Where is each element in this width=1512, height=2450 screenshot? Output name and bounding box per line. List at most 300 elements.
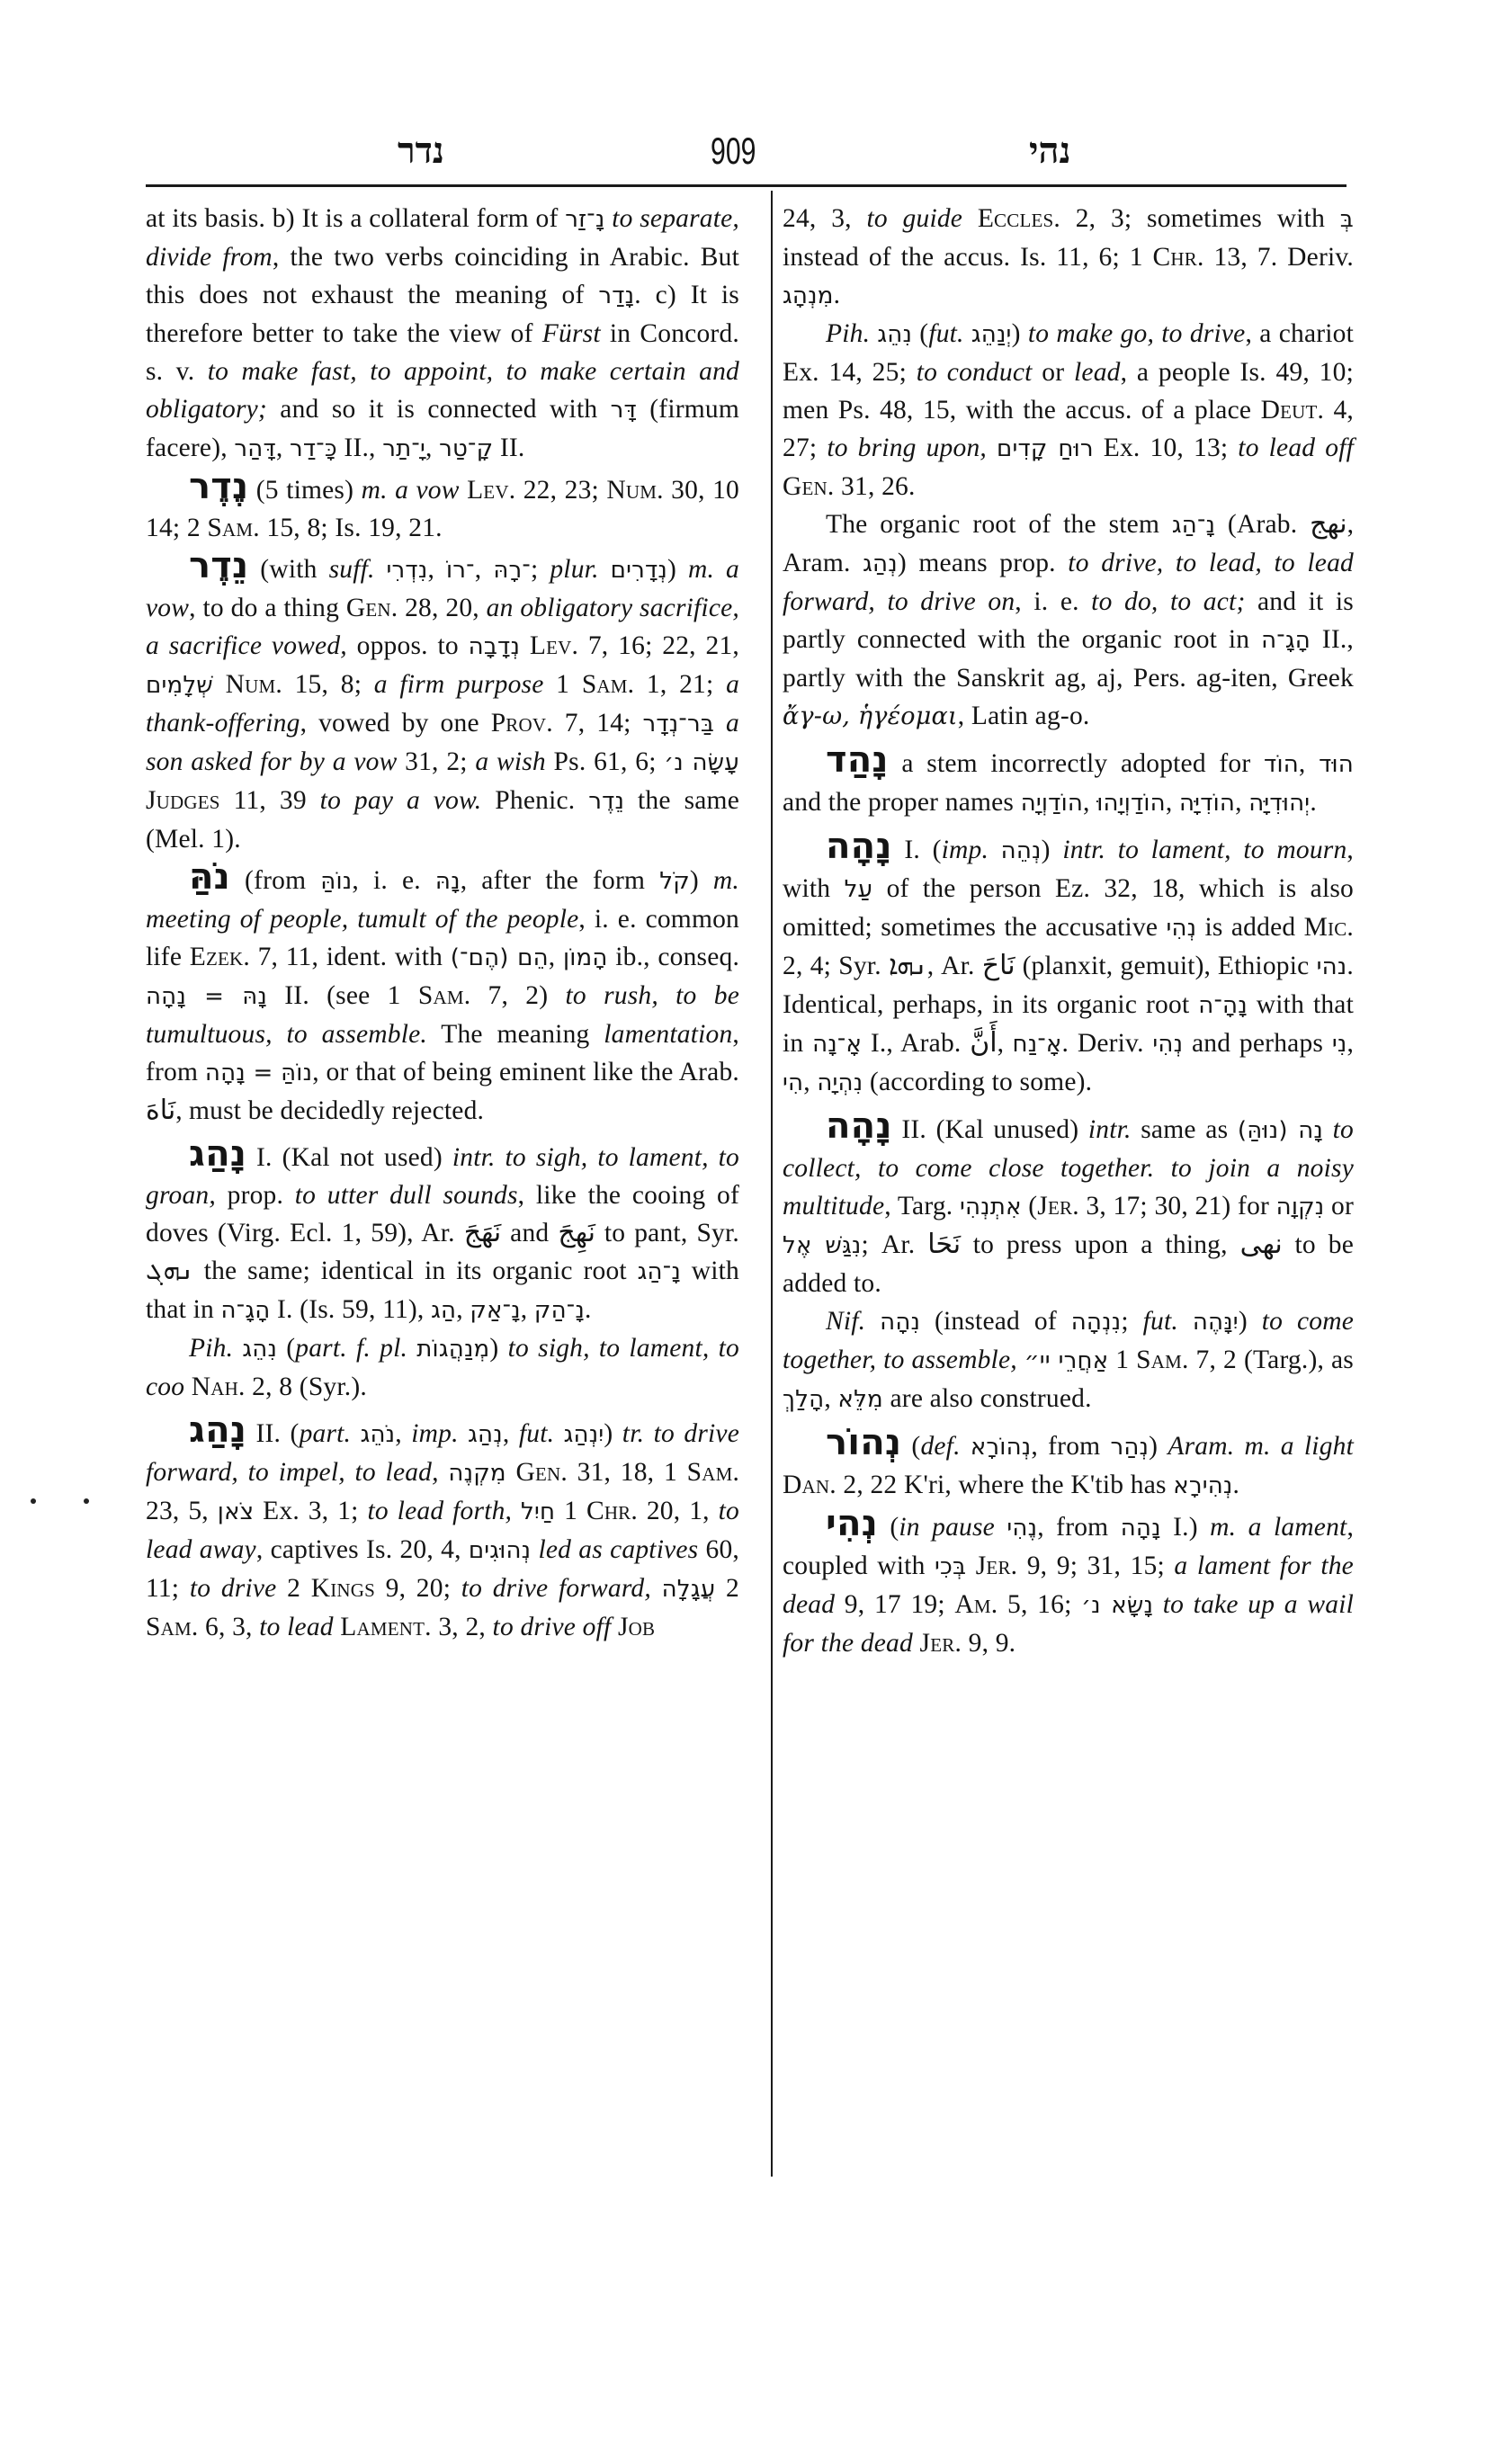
hebrew-text: אָ־נַח — [1012, 1031, 1062, 1058]
book-reference: Chr. — [586, 1497, 638, 1525]
header-rule — [146, 184, 1346, 187]
entry-text: 31, 26. — [834, 472, 916, 501]
hebrew-text: כָּ־דַר — [290, 435, 337, 462]
italic-text: plur. — [550, 555, 599, 584]
dictionary-entry — [146, 468, 739, 547]
italic-text: to conduct — [916, 358, 1033, 387]
entry-text: ; — [1121, 1307, 1143, 1336]
entry-text: , — [548, 943, 563, 971]
column-divider — [771, 191, 773, 2177]
entry-text: and — [501, 1219, 559, 1247]
hebrew-text: נְהִי — [1166, 915, 1197, 942]
entry-text: , from — [1031, 1432, 1111, 1461]
entry-text: ( — [277, 1334, 296, 1363]
entry-text: , — [427, 555, 447, 584]
hebrew-text: בַּר־נְדָר — [642, 711, 715, 738]
italic-text: intr. to lament, to mourn — [1062, 836, 1347, 864]
hebrew-text: נהי — [1316, 953, 1347, 980]
hebrew-text: הָמוֹן — [562, 944, 608, 971]
entry-text — [460, 476, 467, 505]
hebrew-text: נְהוּגִים — [468, 1537, 532, 1564]
hebrew-text: נִהָה — [880, 1309, 921, 1336]
entry-text: 1, 21; — [634, 670, 727, 699]
hebrew-text: נוֹהַּ — [320, 868, 353, 895]
entry-text: , Latin ag-o. — [957, 702, 1090, 730]
italic-text: to sigh, to lament, to coo — [146, 1334, 739, 1401]
headword: נְהוֹר — [826, 1422, 902, 1463]
hebrew-text: ־רָהּ — [493, 557, 531, 584]
book-reference: Lament. — [340, 1613, 432, 1641]
dictionary-entry — [783, 505, 1354, 736]
page-number: 909 — [711, 130, 756, 172]
italic-text: to lead away — [146, 1497, 739, 1564]
hebrew-text: נְהַג — [468, 1421, 503, 1448]
entry-text: and perhaps — [1183, 1029, 1332, 1058]
hebrew-text: הֵם (הֶם־) — [450, 944, 549, 971]
entry-text: ) — [1238, 1307, 1262, 1336]
guide-word-left: נדר — [398, 130, 444, 171]
entry-text: , coupled with — [783, 1513, 1355, 1580]
greek-text: ἄγ-ω, ἡγέομαι — [783, 702, 958, 730]
italic-text: to guide — [866, 204, 963, 233]
arabic-text: نَاحَ — [981, 950, 1015, 981]
book-reference: Jer. — [919, 1629, 962, 1658]
entry-text: and it is partly connected with the organic root in — [783, 587, 1354, 654]
entry-text — [865, 1307, 880, 1336]
entry-text: 13, 7. Deriv. — [1203, 243, 1354, 272]
entry-text — [407, 1334, 416, 1363]
entry-text: 2, 3; sometimes with — [1060, 204, 1340, 233]
right-column — [783, 200, 1354, 1662]
dictionary-entry — [146, 1329, 739, 1406]
italic-text: to drive off — [492, 1613, 612, 1641]
headword: נֶדֶר — [189, 466, 249, 507]
italic-text: m. a vow — [361, 476, 460, 505]
headword: נֵדֶר — [189, 545, 249, 586]
entry-text: (planxit, gemuit), Ethiopic — [1015, 952, 1317, 980]
entry-text: , Aram. — [783, 510, 1354, 577]
entry-text — [1153, 1590, 1163, 1619]
hebrew-text: חַיִל — [521, 1498, 556, 1525]
hebrew-text: מִנְהָג — [783, 282, 834, 309]
entry-text: I., Arab. — [862, 1029, 971, 1058]
entry-text: The meaning — [426, 1020, 604, 1049]
entry-text: , — [425, 434, 440, 462]
hebrew-text: קָ־טַר — [439, 435, 494, 462]
entry-text: I.) — [1160, 1513, 1211, 1542]
entry-text: 2, 4; Syr. — [783, 952, 889, 980]
entry-text — [599, 555, 611, 584]
hebrew-text: נְהַר — [1110, 1434, 1150, 1461]
hebrew-text: מְנַהֲגוֹת — [416, 1336, 490, 1363]
hebrew-text: הָגָ־ה — [1261, 627, 1311, 654]
entry-text: 31, 2; — [397, 747, 476, 776]
italic-text: to come together, to assemble, — [783, 1307, 1355, 1374]
entry-text: and so it is connected with — [266, 395, 611, 424]
hebrew-text: מִלֵּא — [837, 1386, 883, 1413]
entry-text — [989, 836, 1001, 864]
headword: נֹהַּ — [189, 856, 231, 898]
entry-text: 5, 16; — [998, 1590, 1082, 1619]
entry-text: , — [502, 1419, 519, 1448]
italic-text: a lament for the dead — [783, 1551, 1354, 1619]
running-header — [146, 126, 1346, 180]
headword: נְהִי — [826, 1503, 878, 1544]
entry-text: , — [997, 1029, 1013, 1058]
italic-text: tr. to drive forward, to impel, to lead, — [146, 1419, 739, 1487]
entry-text: 1 — [555, 1497, 586, 1525]
hebrew-text: הוֹדַוְיָהוּ — [1096, 790, 1166, 817]
hebrew-text: נִגַּשׁ אֶל — [783, 1232, 862, 1259]
book-reference: Gen. — [515, 1458, 568, 1487]
entry-text: , vowed by one — [300, 709, 491, 738]
entry-text: ( — [901, 1432, 921, 1461]
entry-text: ) — [489, 1334, 508, 1363]
entry-text: ) — [1011, 319, 1028, 348]
dictionary-entry — [783, 1107, 1354, 1302]
entry-text: 28, 20, — [398, 594, 487, 622]
entry-text: , — [1298, 749, 1320, 778]
entry-text: , captives Is. 20, 4, — [255, 1535, 469, 1564]
book-reference: Sam. — [686, 1458, 740, 1487]
entry-text: , — [474, 555, 494, 584]
entry-text: II., — [336, 434, 383, 462]
arabic-text: نَاهَ — [146, 1095, 176, 1126]
entry-text — [1178, 1307, 1193, 1336]
italic-text: led as captives — [538, 1535, 699, 1564]
hebrew-text: נֶהִי — [1007, 1515, 1038, 1542]
book-reference: Judges — [146, 786, 220, 815]
italic-text: a wish — [475, 747, 546, 776]
entry-text: is added — [1196, 913, 1304, 942]
entry-text: , from — [146, 1020, 739, 1086]
italic-text: part. f. pl. — [295, 1334, 408, 1363]
entry-text — [439, 1458, 449, 1487]
entry-text — [184, 1373, 192, 1401]
hebrew-text: אִתְנְהִי — [959, 1194, 1022, 1221]
entry-text — [512, 1497, 521, 1525]
book-reference: Sam. — [146, 1613, 199, 1641]
entry-text: at its basis. b) It is a collateral form of — [146, 204, 566, 233]
book-reference: Lev. — [529, 631, 579, 660]
entry-text: or — [1032, 358, 1074, 387]
italic-text: imp. — [941, 836, 989, 864]
entry-text: 60, 11; — [146, 1535, 740, 1603]
entry-text: instead of the accus. Is. 11, 6; 1 — [783, 243, 1153, 272]
entry-text: ) — [667, 555, 688, 584]
entry-text: , — [1235, 788, 1249, 817]
hebrew-text: נֹהֵג — [360, 1421, 396, 1448]
entry-text: same as — [1131, 1115, 1238, 1144]
book-reference: Num. — [606, 476, 664, 505]
entry-text: 2 — [276, 1574, 311, 1603]
italic-text: to make fast, to appoint, to make certain and obligatory; — [146, 357, 739, 424]
hebrew-text: עָשָׂה נ׳ — [664, 749, 739, 776]
italic-text: an obligatory sacrifice, a sacrifice vowed, — [146, 594, 739, 660]
hebrew-text: נְהוֹרָא — [970, 1434, 1032, 1461]
hebrew-text: נְדָבָה — [468, 633, 521, 660]
entry-text: 30, 10 14; 2 — [146, 476, 739, 542]
hebrew-text: נְהֵה — [1000, 837, 1042, 864]
hebrew-text: נִקְוָה — [1275, 1194, 1325, 1221]
hebrew-text: קֹל — [659, 868, 690, 895]
book-reference: Mic. — [1303, 913, 1354, 942]
entry-text: prop. — [215, 1181, 295, 1210]
hebrew-text: נָה (נוּהַּ) — [1237, 1117, 1323, 1144]
hebrew-text: נָהָה — [1120, 1515, 1161, 1542]
book-reference: Num. — [225, 670, 282, 699]
entry-text: 9, 9; 31, 15; — [1017, 1551, 1175, 1580]
hebrew-text: מִקְנֶה — [448, 1460, 506, 1487]
entry-text: , to do a thing — [189, 594, 346, 622]
entry-text: the same (Mel. 1). — [146, 786, 739, 854]
entry-text — [964, 319, 971, 348]
entry-text: , or that of being eminent like the Arab. — [312, 1058, 740, 1086]
entry-text: ) — [604, 1419, 622, 1448]
book-reference: Prov. — [490, 709, 553, 738]
entry-text: 9, 17 19; — [835, 1590, 955, 1619]
entry-text: ( — [912, 319, 929, 348]
entry-text: , like the cooing of doves (Virg. Ecl. 1, 59), Ar. — [146, 1181, 740, 1247]
italic-text: to utter dull sounds — [294, 1181, 518, 1210]
entry-text: 31, 18, 1 — [567, 1458, 687, 1487]
hebrew-text: נְדָרִים — [610, 557, 667, 584]
entry-text: 3, 17; 30, 21) for — [1078, 1192, 1276, 1221]
entry-text: (5 times) — [248, 476, 362, 505]
entry-text: . Deriv. — [1061, 1029, 1153, 1058]
italic-text: to take up a wail for the dead — [783, 1590, 1354, 1658]
entry-text: (Arab. — [1215, 510, 1311, 539]
hebrew-text: עֲגָלָה — [661, 1576, 716, 1603]
hebrew-text: נִהֵג — [242, 1336, 278, 1363]
italic-text: m. a lament — [1210, 1513, 1347, 1542]
book-reference: Job — [617, 1613, 656, 1641]
entry-text: Ps. 61, 6; — [545, 747, 665, 776]
entry-text — [375, 555, 387, 584]
entry-text: or — [1324, 1192, 1354, 1221]
hebrew-text: הוּד — [1319, 751, 1354, 778]
hebrew-text: הַג — [431, 1297, 457, 1324]
hebrew-text: נְהִי — [1152, 1031, 1184, 1058]
hebrew-text: אַחֲרֵי יי״ — [1024, 1347, 1109, 1374]
entry-text: 7, 2) — [470, 981, 566, 1010]
hebrew-text: בְּכִי — [935, 1553, 967, 1580]
dictionary-entry — [783, 315, 1354, 505]
entry-text: . — [1310, 788, 1317, 817]
hebrew-text: יְהוּדִיָּה — [1248, 790, 1311, 817]
entry-text — [233, 1334, 242, 1363]
italic-text: a thank-offering — [146, 670, 740, 738]
hebrew-text: הוֹד — [1264, 751, 1299, 778]
book-reference: Chr. — [1152, 243, 1204, 272]
entry-text: . Identical, perhaps, in its organic root — [783, 952, 1354, 1019]
entry-text: and the proper names — [783, 788, 1021, 817]
entry-text: (instead of — [920, 1307, 1071, 1336]
book-reference: Nah. — [191, 1373, 246, 1401]
entry-text — [611, 1613, 618, 1641]
headword: נָהַג — [189, 1409, 247, 1451]
italic-text: fut. — [928, 319, 964, 348]
hebrew-text: הוֹדַוְיָה — [1020, 790, 1084, 817]
hebrew-text: נִי — [1331, 1031, 1347, 1058]
entry-text: , — [1346, 1029, 1355, 1058]
entry-text: , — [456, 1295, 470, 1324]
entry-text: to pant, Syr. — [595, 1219, 739, 1247]
italic-text: Fürst — [541, 319, 601, 348]
arabic-text: أَنَّ — [970, 1027, 998, 1059]
entry-text — [714, 709, 726, 738]
entry-text: 24, 3, — [783, 204, 867, 233]
entry-text — [961, 1432, 971, 1461]
hebrew-text: דָּהַר — [234, 435, 276, 462]
italic-text: to lead — [259, 1613, 334, 1641]
arabic-text: نَهِجَ — [558, 1217, 595, 1248]
hebrew-text: נִהֵג — [877, 321, 913, 348]
hebrew-text: הָלַךְ — [783, 1386, 825, 1413]
book-reference: Kings — [310, 1574, 375, 1603]
italic-text: to collect, to come close together. to join a noisy multitude — [783, 1115, 1354, 1221]
italic-text: lead — [1074, 358, 1121, 387]
entry-text: ; — [530, 555, 550, 584]
book-reference: Deut. — [1260, 396, 1325, 425]
dictionary-entry — [146, 547, 739, 858]
entry-text: The organic root of the stem — [826, 510, 1172, 539]
hebrew-text: נְהַג — [863, 550, 898, 577]
hebrew-text: שְׁלָמִים — [146, 672, 213, 699]
hebrew-text: נִנְהָה — [1070, 1309, 1122, 1336]
italic-text: to do, to act; — [1091, 587, 1246, 616]
hebrew-text: נָהָ־ה — [1198, 992, 1248, 1019]
headword: נָהַד — [826, 739, 889, 781]
italic-text: to lead off — [1238, 434, 1354, 462]
book-reference: Sam. — [1136, 1346, 1189, 1374]
italic-text: to separate, divide from — [146, 204, 739, 272]
entry-text: 11, 39 — [219, 786, 320, 815]
entry-text: with that in — [146, 1256, 739, 1324]
hebrew-text: נָהּ — [434, 868, 461, 895]
entry-text: ; Ar. — [861, 1230, 928, 1259]
entry-text: , the two verbs coinciding in Arabic. But this does not exhaust the meaning of — [146, 243, 739, 309]
entry-text: 1 — [543, 670, 582, 699]
italic-text: to drive forward, — [461, 1574, 651, 1603]
entry-text: 7, 11, ident. with — [249, 943, 451, 971]
entry-text: 3, 2, — [431, 1613, 493, 1641]
hebrew-text: נְהִירָא — [1173, 1472, 1233, 1499]
stray-dot — [31, 1498, 36, 1504]
hebrew-text: נָ־הַק — [533, 1297, 585, 1324]
entry-text: , Ar. — [926, 952, 982, 980]
arabic-text: نَهَجَ — [463, 1217, 502, 1248]
dictionary-entry — [146, 200, 739, 468]
entry-text: II. (Kal unused) — [891, 1115, 1088, 1144]
entry-text: , a people Is. 49, 10; men Ps. 48, 15, with the accus. of a place — [783, 358, 1354, 425]
entry-text: , from — [1037, 1513, 1121, 1542]
book-reference: Dan. — [783, 1471, 837, 1499]
entry-text: , — [1165, 788, 1179, 817]
hebrew-text: נָ־הַג — [1171, 512, 1216, 539]
hebrew-text: נִהְיָה — [817, 1069, 863, 1096]
entry-text: in Concord. s. v. — [146, 319, 739, 386]
entry-text: II. (see 1 — [267, 981, 418, 1010]
entry-text: ( — [1021, 1192, 1038, 1221]
italic-text: fut. — [1142, 1307, 1178, 1336]
entry-text — [351, 1419, 360, 1448]
entry-text: (from — [230, 866, 321, 895]
entry-text: . — [584, 1295, 592, 1324]
entry-text: , — [824, 1384, 838, 1413]
hebrew-text: נִדְרִי — [386, 557, 428, 584]
entry-text — [506, 1458, 516, 1487]
entry-text: 2, 8 (Syr.). — [245, 1373, 367, 1401]
hebrew-text: ־רוֹ — [446, 557, 475, 584]
book-reference: Gen. — [345, 594, 398, 622]
hebrew-text: רוּחַ קָדִים — [997, 435, 1094, 462]
italic-text: to bring upon, — [827, 434, 987, 462]
entry-text: 23, 5, — [146, 1497, 218, 1525]
entry-text: 20, 1, — [637, 1497, 719, 1525]
italic-text: m. a vow — [146, 555, 740, 622]
entry-text: 22, 23; — [515, 476, 607, 505]
hebrew-text: הָגָ־ה — [220, 1297, 271, 1324]
entry-text: ) — [1041, 836, 1063, 864]
entry-text: 7, 2 (Targ.), as — [1188, 1346, 1354, 1374]
entry-text: , with — [783, 836, 1354, 903]
dictionary-entry — [783, 741, 1354, 822]
hebrew-text: יְנַהֵג — [971, 321, 1012, 348]
hebrew-text: נָ־זַר — [565, 206, 605, 233]
hebrew-text: עַל — [844, 876, 873, 903]
italic-text: def. — [920, 1432, 961, 1461]
arabic-text: ܢܗܐ — [888, 950, 927, 981]
italic-text: to lead forth, — [367, 1497, 513, 1525]
entry-text: , i. e. — [1015, 587, 1092, 616]
headword: נָהָה — [826, 826, 892, 867]
headword: נָהַג — [189, 1133, 247, 1175]
entry-text — [913, 1629, 920, 1658]
entry-text: I. ( — [891, 836, 942, 864]
hebrew-text: נָהּ = נָהָה — [146, 983, 268, 1010]
entry-text: I. (Is. 59, 11), — [270, 1295, 432, 1324]
entry-text: 15, 8; Is. 19, 21. — [259, 514, 443, 542]
book-reference: Lev. — [467, 476, 516, 505]
italic-text: to make go, to drive — [1027, 319, 1246, 348]
italic-text: intr. — [1087, 1115, 1132, 1144]
entry-text: , — [395, 1419, 412, 1448]
entry-text: , i. e. common life — [146, 905, 740, 971]
headword: נָהָה — [826, 1105, 892, 1147]
italic-text: in pause — [899, 1513, 995, 1542]
entry-text: , — [803, 1068, 818, 1096]
entry-text: 9, 20; — [375, 1574, 461, 1603]
entry-text: , i. e. — [352, 866, 435, 895]
entry-text: to press upon a thing, — [961, 1230, 1240, 1259]
entry-text: the same; identical in its organic root — [193, 1256, 638, 1285]
entry-text — [520, 631, 530, 660]
entry-text: , — [1083, 788, 1097, 817]
entry-text: ) means prop. — [897, 549, 1069, 577]
book-reference: Eccles. — [977, 204, 1060, 233]
entry-text: 6, 3, — [198, 1613, 260, 1641]
entry-text: , Targ. — [884, 1192, 960, 1221]
entry-text: 15, 8; — [282, 670, 374, 699]
hebrew-text: נָ־הַג — [637, 1258, 681, 1285]
entry-text: of the person Ez. 32, 18, which is also omitted; sometimes the accusative — [783, 874, 1354, 942]
dictionary-entry — [146, 1135, 739, 1329]
entry-text: . c) It is therefore better to take the view of — [146, 281, 739, 348]
entry-text: oppos. to — [346, 631, 469, 660]
hebrew-text: נוֹהַּ = נָהָה — [204, 1060, 313, 1086]
dictionary-entry — [146, 1411, 739, 1646]
